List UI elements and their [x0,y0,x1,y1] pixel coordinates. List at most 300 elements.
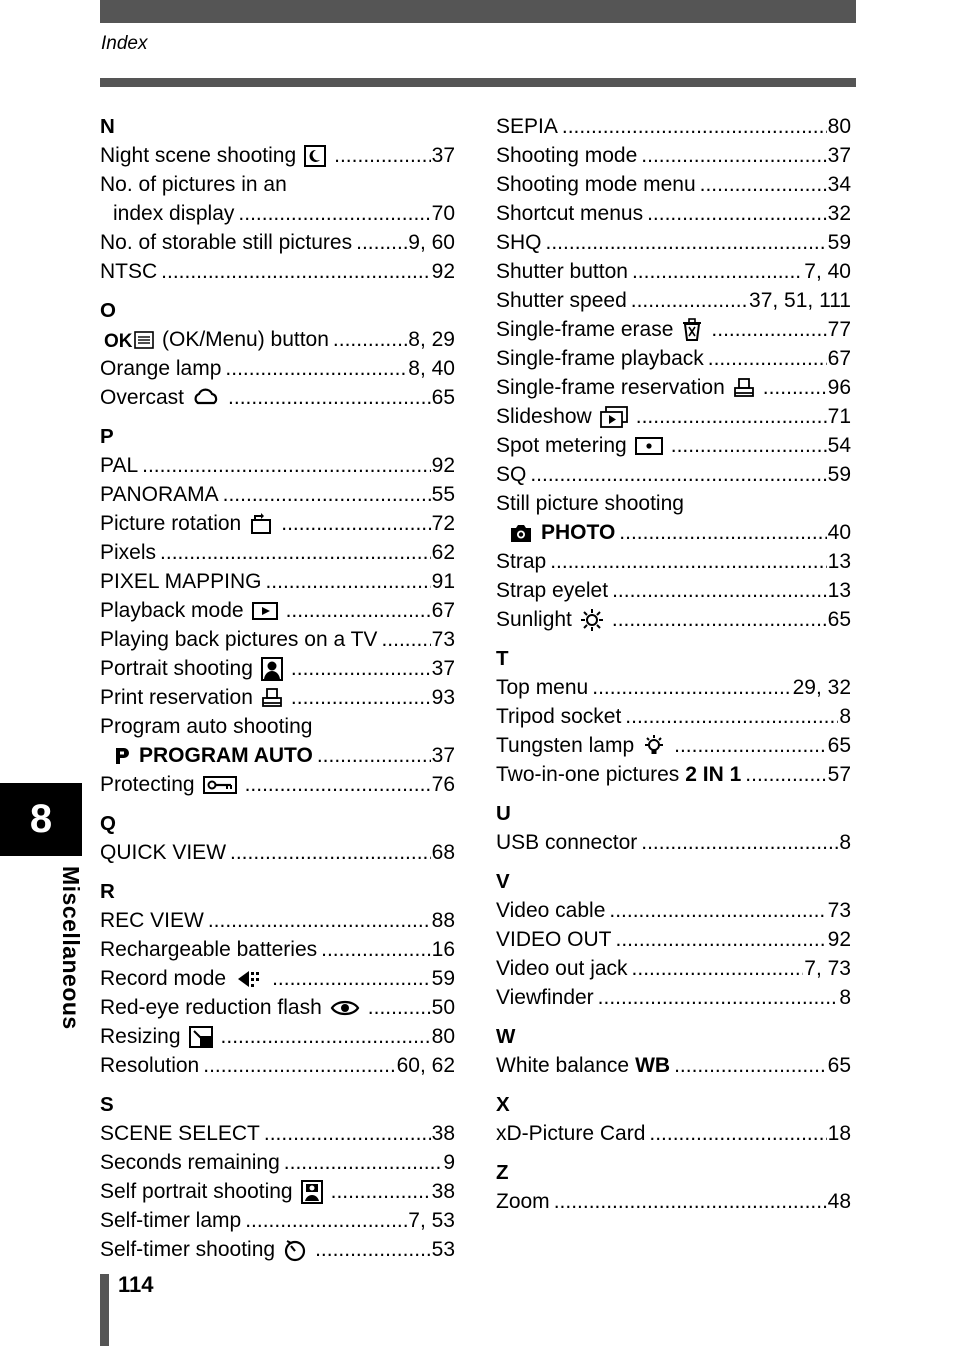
dot-leader [554,1187,827,1216]
dot-leader [245,1206,407,1235]
entry-text: index display [113,202,235,225]
entry-page: 73 [431,628,455,651]
entry-text: Slideshow [496,405,592,428]
dot-leader [612,576,827,605]
index-entry [100,654,455,683]
entry-page: 93 [431,686,455,709]
entry-text: SQ [496,463,527,486]
entry-text: Playing back pictures on a TV [100,628,378,651]
entry-page: 92 [431,454,455,477]
chapter-tab [0,783,82,856]
entry-page: 67 [827,347,851,370]
entry-page: 73 [827,899,851,922]
section-letter: S [100,1093,114,1116]
entry-page: 8, 29 [408,328,455,351]
entry-text: Sunlight [496,608,572,631]
dot-leader [334,141,431,170]
entry-text: Protecting [100,773,195,796]
entry-text: (OK/Menu) button [162,328,329,351]
entry-page: 7, 40 [804,260,851,283]
entry-page: 65 [827,608,851,631]
entry-page: 91 [431,570,455,593]
entry-page: 71 [827,405,851,428]
section-letter: Q [100,812,116,835]
dot-leader [711,315,826,344]
cloud-icon [192,388,220,408]
entry-page: 8, 40 [408,357,455,380]
section-letter: W [496,1025,516,1048]
dot-leader [333,325,407,354]
entry-text: Zoom [496,1190,550,1213]
entry-page: 40 [827,521,851,544]
entry-text: Spot metering [496,434,627,457]
spot-metering-icon [635,437,663,455]
entry-text: Still picture shooting [496,492,684,515]
entry-page: 37 [431,657,455,680]
index-entry [496,576,851,605]
entry-page: 32 [827,202,851,225]
entry-text: Strap [496,550,547,573]
tungsten-icon [642,734,666,758]
index-entry [496,954,851,983]
entry-page: 13 [827,579,851,602]
entry-text: SEPIA [496,115,558,138]
dot-leader [356,228,407,257]
dot-leader [708,344,827,373]
entry-text: QUICK VIEW [100,841,227,864]
section-letter: X [496,1093,510,1116]
entry-text: Shutter button [496,260,628,283]
section-letter: N [100,115,115,138]
index-entry [100,451,455,480]
index-entry [100,770,455,799]
section-letter: V [496,870,510,893]
dot-leader [368,993,431,1022]
entry-page: 37 [431,744,455,767]
entry-text: NTSC [100,260,158,283]
entry-text: VIDEO OUT [496,928,612,951]
dot-leader [291,654,431,683]
index-section [100,877,455,1080]
entry-page: 8 [839,705,851,728]
dot-leader [546,228,827,257]
entry-bold-label: WB [635,1054,671,1077]
entry-text: PHOTO [541,521,616,544]
header-rule [100,78,856,87]
dot-leader [291,683,431,712]
entry-page: 37, 51, 111 [749,289,851,312]
entry-page: 8 [839,831,851,854]
index-entry [100,199,455,228]
entry-text: Single-frame erase [496,318,674,341]
entry-page: 48 [827,1190,851,1213]
section-letter: O [100,299,116,322]
resize-icon [189,1026,213,1048]
entry-text: SCENE SELECT [100,1122,260,1145]
entry-page: 72 [431,512,455,535]
dot-leader [700,170,827,199]
entry-text: Red-eye reduction flash [100,996,322,1019]
chapter-label: Miscellaneous [58,866,84,1030]
dot-leader [225,354,407,383]
section-letter: U [496,802,511,825]
index-entry [496,1119,851,1148]
dot-leader [550,547,826,576]
dot-leader [598,983,839,1012]
dot-leader [632,257,803,286]
entry-text: Single-frame reservation [496,376,725,399]
dot-leader [649,1119,826,1148]
playback-icon [252,602,278,620]
entry-page: 59 [827,463,851,486]
entry-page: 54 [827,434,851,457]
entry-text: Seconds remaining [100,1151,280,1174]
index-section [496,1090,851,1148]
index-section [496,1022,851,1080]
entry-text: PAL [100,454,139,477]
dot-leader [228,383,431,412]
print-icon [733,377,755,399]
entry-page: 50 [431,996,455,1019]
dot-leader [272,964,431,993]
entry-page: 9 [443,1151,455,1174]
index-entry [496,344,851,373]
dot-leader [160,538,431,567]
index-entry [496,731,851,760]
entry-page: 34 [827,173,851,196]
eye-icon [330,998,360,1018]
dot-leader [631,286,748,315]
index-entry [496,828,851,857]
index-entry [100,141,455,170]
entry-text: Night scene shooting [100,144,297,167]
entry-text: Rechargeable batteries [100,938,318,961]
erase-icon [681,318,703,342]
dot-leader [671,431,827,460]
index-entry [100,383,455,412]
entry-text: Viewfinder [496,986,594,1009]
sun-icon [580,608,604,632]
dot-leader [281,509,430,538]
dot-leader [245,770,431,799]
entry-text: Record mode [100,967,227,990]
top-bar [100,0,856,23]
rotate-icon [249,513,273,535]
dot-leader [674,1051,827,1080]
entry-bold-label: 2 IN 1 [685,763,742,786]
dot-leader [221,1022,431,1051]
entry-page: 8 [839,986,851,1009]
program-p-icon [113,746,131,766]
entry-text: Single-frame playback [496,347,704,370]
index-entry [100,509,455,538]
entry-text: xD-Picture Card [496,1122,646,1145]
index-entry [100,625,455,654]
index-section [496,799,851,857]
dot-leader [562,112,827,141]
section-letter: R [100,880,115,903]
index-entry [496,286,851,315]
entry-text: Resizing [100,1025,181,1048]
dot-leader [286,596,431,625]
index-entry [100,1148,455,1177]
dot-leader [632,954,804,983]
entry-page: 92 [827,928,851,951]
index-entry [100,170,455,199]
entry-text: Self-timer shooting [100,1238,276,1261]
entry-page: 65 [827,734,851,757]
dot-leader [315,1235,431,1264]
record-mode-icon [234,968,264,990]
dot-leader [381,625,430,654]
index-entry [496,1051,851,1080]
index-entry [100,993,455,1022]
index-entry [100,906,455,935]
index-entry [100,1177,455,1206]
index-entry [496,983,851,1012]
index-entry [496,228,851,257]
entry-page: 60, 62 [396,1054,455,1077]
entry-text: Tungsten lamp [496,734,635,757]
dot-leader [142,451,431,480]
entry-page: 65 [827,1054,851,1077]
index-entry [100,354,455,383]
index-entry [100,325,455,354]
index-entry [100,1119,455,1148]
dot-leader [230,838,431,867]
index-entry [496,760,851,789]
dot-leader [674,731,827,760]
entry-text: Portrait shooting [100,657,253,680]
index-entry [100,838,455,867]
dot-leader [317,741,431,770]
index-entry [496,489,851,518]
header-title: Index [101,33,148,54]
dot-leader [238,199,430,228]
entry-text: Self-timer lamp [100,1209,242,1232]
index-entry [496,170,851,199]
index-entry [496,373,851,402]
index-entry [496,460,851,489]
index-entry [496,702,851,731]
dot-leader [265,567,430,596]
night-scene-icon [304,145,326,167]
section-letter: P [100,425,114,448]
dot-leader [619,518,826,547]
entry-text: Pixels [100,541,157,564]
entry-text: Video cable [496,899,606,922]
entry-text: Video out jack [496,957,628,980]
dot-leader [331,1177,431,1206]
index-entry [496,112,851,141]
entry-text: Top menu [496,676,589,699]
dot-leader [203,1051,395,1080]
index-section [100,296,455,412]
entry-text: Playback mode [100,599,244,622]
entry-page: 68 [431,841,455,864]
index-entry [100,712,455,741]
page-bar [100,1274,109,1346]
index-entry [496,199,851,228]
entry-text: Strap eyelet [496,579,609,602]
index-column-right [496,112,851,1216]
entry-page: 57 [827,763,851,786]
section-letter: Z [496,1161,509,1184]
entry-text: PANORAMA [100,483,219,506]
index-entry [100,1206,455,1235]
entry-text: Tripod socket [496,705,622,728]
entry-page: 59 [827,231,851,254]
dot-leader [530,460,826,489]
index-entry [100,257,455,286]
entry-text: REC VIEW [100,909,204,932]
entry-page: 96 [827,376,851,399]
entry-text: Picture rotation [100,512,242,535]
entry-page: 80 [431,1025,455,1048]
index-section [100,1090,455,1264]
dot-leader [641,141,826,170]
index-entry [496,402,851,431]
dot-leader [612,605,827,634]
entry-text: Shooting mode menu [496,173,696,196]
entry-page: 55 [431,483,455,506]
dot-leader [745,760,826,789]
index-section [496,644,851,789]
dot-leader [647,199,827,228]
dot-leader [264,1119,431,1148]
entry-text: SHQ [496,231,542,254]
svg-text:OK: OK [104,330,133,351]
self-portrait-icon [301,1180,323,1204]
index-entry [496,925,851,954]
dot-leader [592,673,791,702]
index-entry [100,741,455,770]
entry-page: 67 [431,599,455,622]
index-entry [496,518,851,547]
index-entry [100,596,455,625]
entry-text: Program auto shooting [100,715,313,738]
entry-text: PIXEL MAPPING [100,570,262,593]
entry-text: Shooting mode [496,144,638,167]
entry-text: Overcast [100,386,185,409]
entry-page: 76 [431,773,455,796]
index-entry [100,567,455,596]
section-letter: T [496,647,509,670]
index-entry [496,315,851,344]
entry-text: Self portrait shooting [100,1180,293,1203]
entry-text: White balance [496,1054,630,1077]
entry-page: 9, 60 [408,231,455,254]
index-entry [496,257,851,286]
dot-leader [625,702,838,731]
entry-page: 65 [431,386,455,409]
index-section [496,1158,851,1216]
dot-leader [763,373,827,402]
dot-leader [641,828,838,857]
entry-page: 38 [431,1122,455,1145]
entry-page: 37 [827,144,851,167]
index-entry [496,547,851,576]
dot-leader [616,925,827,954]
entry-page: 7, 53 [408,1209,455,1232]
entry-page: 59 [431,967,455,990]
entry-page: 18 [827,1122,851,1145]
entry-page: 62 [431,541,455,564]
entry-text: Two-in-one pictures [496,763,680,786]
self-timer-icon [283,1238,307,1262]
index-entry [496,896,851,925]
entry-text: No. of storable still pictures [100,231,353,254]
entry-text: Shutter speed [496,289,627,312]
entry-text: USB connector [496,831,638,854]
print-icon [261,687,283,709]
entry-page: 77 [827,318,851,341]
index-entry [496,431,851,460]
entry-text: Shortcut menus [496,202,644,225]
index-entry [100,480,455,509]
entry-page: 70 [431,202,455,225]
index-section [496,867,851,1012]
entry-page: 38 [431,1180,455,1203]
index-entry [496,673,851,702]
page-number: 114 [118,1272,154,1297]
index-entry [100,1051,455,1080]
index-entry [100,1235,455,1264]
entry-text: PROGRAM AUTO [139,744,313,767]
entry-text: Orange lamp [100,357,222,380]
index-entry [496,1187,851,1216]
entry-page: 13 [827,550,851,573]
entry-page: 29, 32 [792,676,851,699]
index-entry [100,1022,455,1051]
index-section [100,112,455,286]
index-entry [496,605,851,634]
dot-leader [223,480,431,509]
dot-leader [284,1148,443,1177]
entry-page: 7, 73 [804,957,851,980]
entry-page: 16 [431,938,455,961]
index-section [100,809,455,867]
dot-leader [636,402,827,431]
portrait-icon [261,657,283,681]
entry-page: 88 [431,909,455,932]
index-entry [100,683,455,712]
chapter-number: 8 [29,797,53,841]
slideshow-icon [600,406,628,428]
entry-text: No. of pictures in an [100,173,287,196]
dot-leader [208,906,431,935]
index-entry [100,228,455,257]
dot-leader [161,257,430,286]
dot-leader [609,896,826,925]
entry-page: 92 [431,260,455,283]
index-section [100,422,455,799]
dot-leader [321,935,431,964]
camera-icon [509,523,533,543]
entry-page: 37 [431,144,455,167]
entry-text: Print reservation [100,686,253,709]
protect-key-icon [203,776,237,794]
entry-page: 53 [431,1238,455,1261]
index-entry [100,964,455,993]
index-entry [100,538,455,567]
entry-text: Resolution [100,1054,200,1077]
index-column-left [100,112,455,1264]
index-entry [496,141,851,170]
index-entry [100,935,455,964]
index-section [496,112,851,634]
entry-page: 80 [827,115,851,138]
